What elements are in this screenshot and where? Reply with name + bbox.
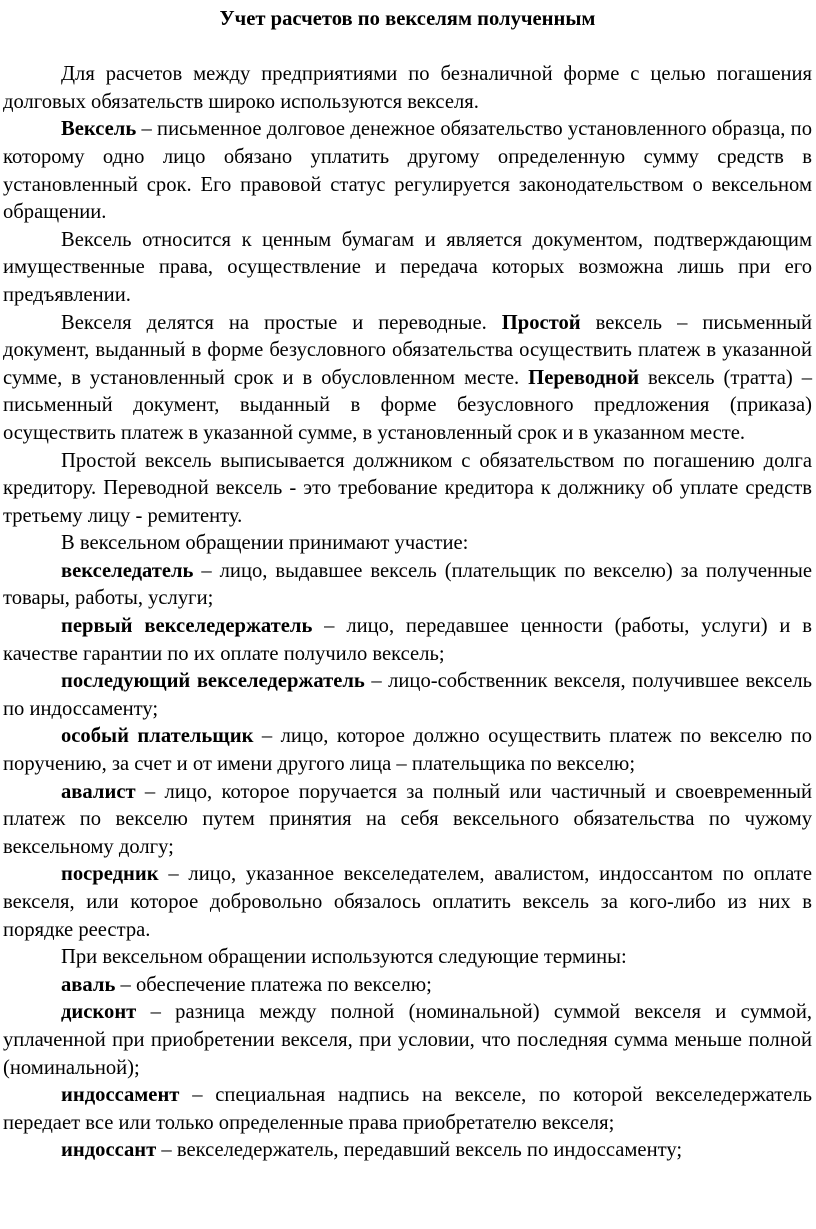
paragraph — [3, 310, 812, 448]
paragraph — [3, 779, 812, 862]
paragraph-text: – лицо, которое должно осуществить платеж по векселю по поручению, за счет и от имени другого лица – плательщика по векселю; — [3, 725, 813, 776]
term-bold: индоссант — [61, 1139, 157, 1162]
paragraph — [3, 116, 812, 226]
paragraph — [3, 448, 812, 531]
paragraph-text: – разница между полной (номинальной) суммой векселя и суммой, уплаченной при приобретении векселя, при условии, что последняя сумма меньше полной (номинальной); — [3, 1001, 812, 1079]
term-bold: Вексель — [61, 118, 137, 141]
paragraph — [3, 861, 812, 944]
paragraph-text: – письменное долговое денежное обязательство установленного образца, по которому одно лицо обязано уплатить другому определенную сумму средств в установленный срок. Его правовой статус регулируется законодательством о вексельном обращении. — [3, 118, 812, 224]
paragraph-text: – специальная надпись на векселе, по которой векселедержатель передает все или только определенные права приобретателю векселя; — [3, 1084, 812, 1134]
paragraph — [3, 999, 812, 1082]
paragraph — [3, 613, 812, 668]
paragraph — [3, 558, 812, 613]
paragraph-text: Вексель относится к ценным бумагам и является документом, подтверждающим имущественные права, осуществление и передача которых возможна лишь при его предъявлении. — [3, 228, 812, 306]
term-bold: посредник — [61, 863, 159, 886]
paragraph-text: Для расчетов между предприятиями по безналичной форме с целью погашения долговых обязательств широко используются векселя. — [3, 63, 812, 113]
term-bold: последующий векселедержатель — [61, 670, 365, 693]
paragraph — [3, 530, 812, 558]
paragraph-text: вексель (тратта) – письменный документ, выданный в форме безусловного предложения (приказа) осуществить платеж в указанной сумме, в установленный срок и в указанном месте. — [3, 366, 812, 444]
paragraph-text: – обеспечение платежа по векселю; — [115, 973, 432, 996]
paragraph-text: – лицо, передавшее ценности (работы, услуги) и в качестве гарантии по их оплате получило вексель; — [3, 615, 812, 665]
paragraph — [3, 1082, 812, 1137]
term-bold: Переводной — [528, 366, 640, 389]
term-bold: Простой — [501, 311, 581, 334]
paragraph-text: Векселя делятся на простые и переводные. — [61, 311, 502, 334]
paragraph — [3, 668, 812, 723]
paragraph-text: В вексельном обращении принимают участие: — [61, 532, 469, 555]
term-bold: аваль — [61, 973, 116, 996]
paragraph-text: – лицо, указанное векселедателем, авалистом, индоссантом по оплате векселя, или которое добровольно обязалось оплатить вексель за кого-либо из них в порядке реестра. — [3, 863, 812, 941]
term-bold: особый плательщик — [61, 725, 254, 748]
paragraph-text: – векселедержатель, передавший вексель по индоссаменту; — [156, 1139, 683, 1162]
paragraph-text: Простой вексель выписывается должником с обязательством по погашению долга кредитору. Переводной вексель - это требование кредитора к должнику об уплате средств третьему лицу - ремитенту. — [3, 449, 812, 527]
term-bold: дисконт — [61, 1001, 137, 1024]
paragraph-text: – лицо, которое поручается за полный или частичный и своевременный платеж по векселю путем принятия на себя вексельного обязательства по чужому вексельному долгу; — [3, 780, 812, 858]
paragraph-text: – лицо-собственник векселя, получившее вексель по индоссаменту; — [3, 670, 813, 720]
paragraph-text: При вексельном обращении используются следующие термины: — [61, 946, 627, 969]
term-bold: векселедатель — [61, 559, 194, 582]
paragraph — [3, 227, 812, 310]
paragraph — [3, 61, 812, 116]
paragraph — [3, 972, 812, 1000]
paragraph — [3, 944, 812, 972]
paragraph — [3, 1137, 812, 1165]
paragraph-text: – лицо, выдавшее вексель (плательщик по векселю) за полученные товары, работы, услуги; — [3, 559, 812, 610]
page-title: Учет расчетов по векселям полученным — [219, 8, 596, 30]
document-body — [3, 61, 812, 1165]
paragraph-text: вексель – письменный документ, выданный в форме безусловного обязательства осуществить платеж в указанной сумме, в установленный срок и в обусловленном месте. — [3, 311, 812, 389]
term-bold: первый векселедержатель — [61, 615, 313, 638]
term-bold: индоссамент — [61, 1084, 180, 1107]
term-bold: авалист — [61, 780, 136, 803]
paragraph — [3, 723, 812, 778]
